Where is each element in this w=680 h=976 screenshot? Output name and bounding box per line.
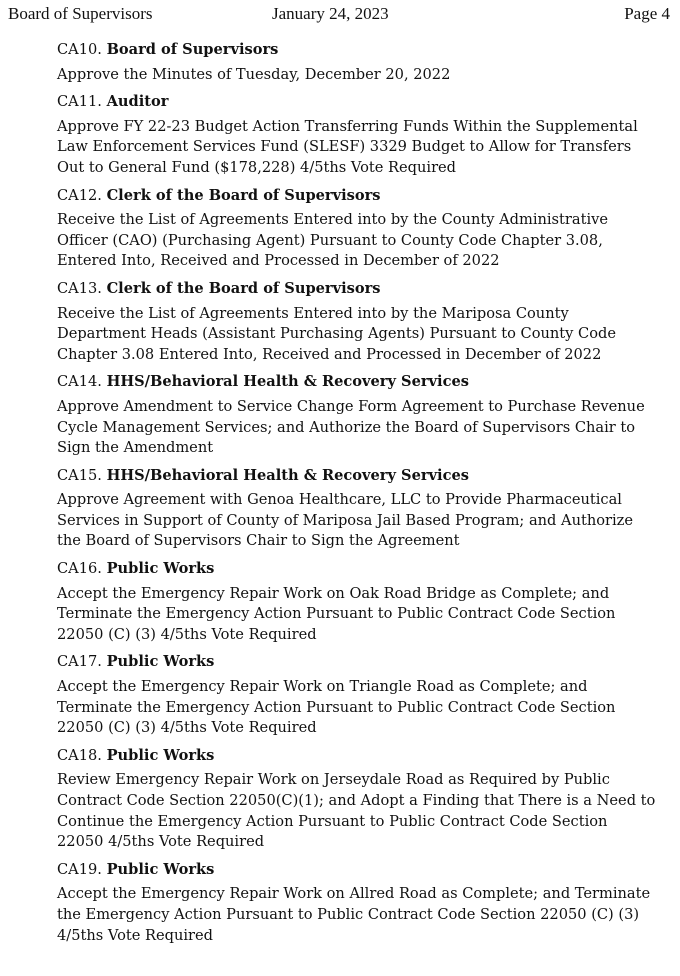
agenda-item-description — [57, 770, 667, 852]
agenda-item-description — [57, 304, 667, 366]
agenda-item-number: CA10. — [57, 41, 102, 58]
agenda-item — [57, 372, 667, 458]
description-line: Accept the Emergency Repair Work on Triangle Road as Complete; and — [57, 678, 588, 696]
description-line: Approve Agreement with Genoa Healthcare, LLC to Provide Pharmaceutical — [57, 491, 622, 509]
agenda-item-heading — [57, 40, 667, 61]
agenda-item-department: Public Works — [106, 653, 215, 671]
description-line: Department Heads (Assistant Purchasing Agents) Pursuant to County Code — [57, 325, 616, 343]
agenda-item-department: Clerk of the Board of Supervisors — [106, 279, 381, 297]
agenda-item-description — [57, 65, 667, 86]
description-line: Receive the List of Agreements Entered into by the County Administrative — [57, 211, 608, 229]
agenda-item-department: Board of Supervisors — [106, 41, 279, 58]
agenda-item — [57, 279, 667, 365]
agenda-item-number: CA12. — [57, 186, 102, 204]
agenda-item-number: CA18. — [57, 746, 102, 764]
description-line: Receive the List of Agreements Entered into by the Mariposa County — [57, 304, 569, 322]
agenda-item-description — [57, 584, 667, 646]
agenda-item — [57, 40, 667, 85]
description-line: 22050 (C) (3) 4/5ths Vote Required — [57, 719, 317, 737]
agenda-item-department: Public Works — [106, 746, 215, 764]
agenda-item-description — [57, 490, 667, 552]
description-line: Terminate the Emergency Action Pursuant to Public Contract Code Section — [57, 605, 616, 623]
agenda-item-heading — [57, 92, 667, 113]
agenda-item — [57, 92, 667, 178]
agenda-item-heading — [57, 466, 667, 487]
agenda-item-department: Clerk of the Board of Supervisors — [106, 186, 381, 204]
description-line: Services in Support of County of Mariposa Jail Based Program; and Authorize — [57, 511, 633, 529]
agenda-item-department: HHS/Behavioral Health & Recovery Services — [106, 466, 469, 484]
agenda-item-description — [57, 884, 667, 946]
agenda-item — [57, 559, 667, 645]
description-line: the Board of Supervisors Chair to Sign the Agreement — [57, 532, 460, 550]
agenda-item-department: Auditor — [106, 93, 169, 111]
description-line: Sign the Amendment — [57, 439, 214, 457]
description-line: Approve the Minutes of Tuesday, December 20, 2022 — [57, 65, 451, 83]
agenda-item-heading — [57, 186, 667, 207]
description-line: Continue the Emergency Action Pursuant to Public Contract Code Section — [57, 812, 608, 830]
description-line: Officer (CAO) (Purchasing Agent) Pursuant to County Code Chapter 3.08, — [57, 231, 603, 249]
description-line: Accept the Emergency Repair Work on Oak Road Bridge as Complete; and — [57, 584, 610, 602]
consent-agenda-list — [57, 40, 667, 953]
description-line: Terminate the Emergency Action Pursuant to Public Contract Code Section — [57, 698, 616, 716]
description-line: Approve FY 22-23 Budget Action Transferring Funds Within the Supplemental — [57, 117, 638, 135]
description-line: Law Enforcement Services Fund (SLESF) 3329 Budget to Allow for Transfers — [57, 138, 632, 156]
agenda-item — [57, 186, 667, 272]
agenda-item-department: Public Works — [106, 860, 215, 878]
description-line: 22050 4/5ths Vote Required — [57, 833, 265, 851]
description-line: Accept the Emergency Repair Work on Allred Road as Complete; and Terminate — [57, 885, 651, 903]
header-page-number: Page 4 — [624, 4, 670, 23]
agenda-item-description — [57, 677, 667, 739]
description-line: 22050 (C) (3) 4/5ths Vote Required — [57, 625, 317, 643]
agenda-item — [57, 860, 667, 946]
agenda-item-description — [57, 210, 667, 272]
description-line: Approve Amendment to Service Change Form Agreement to Purchase Revenue — [57, 397, 645, 415]
description-line: Review Emergency Repair Work on Jerseydale Road as Required by Public — [57, 771, 610, 789]
description-line: 4/5ths Vote Required — [57, 926, 213, 944]
agenda-item-heading — [57, 746, 667, 767]
agenda-item-description — [57, 117, 667, 179]
agenda-item-number: CA13. — [57, 279, 102, 297]
description-line: Out to General Fund ($178,228) 4/5ths Vote Required — [57, 158, 457, 176]
agenda-item-heading — [57, 372, 667, 393]
agenda-item-number: CA16. — [57, 560, 102, 578]
agenda-item-number: CA17. — [57, 653, 102, 671]
agenda-item-number: CA11. — [57, 93, 102, 111]
description-line: Cycle Management Services; and Authorize the Board of Supervisors Chair to — [57, 418, 636, 436]
description-line: Entered Into, Received and Processed in December of 2022 — [57, 252, 500, 270]
description-line: the Emergency Action Pursuant to Public Contract Code Section 22050 (C) (3) — [57, 905, 640, 923]
agenda-item-department: HHS/Behavioral Health & Recovery Services — [106, 373, 469, 391]
agenda-item-heading — [57, 652, 667, 673]
agenda-item — [57, 746, 667, 853]
agenda-item — [57, 652, 667, 738]
agenda-item-heading — [57, 559, 667, 580]
page-header — [8, 4, 670, 24]
agenda-item-heading — [57, 860, 667, 881]
agenda-item-number: CA15. — [57, 466, 102, 484]
agenda-item-number: CA14. — [57, 373, 102, 391]
agenda-item-number: CA19. — [57, 860, 102, 878]
agenda-item-description — [57, 397, 667, 459]
header-body-name: Board of Supervisors — [8, 4, 153, 23]
description-line: Contract Code Section 22050(C)(1); and Adopt a Finding that There is a Need to — [57, 792, 656, 809]
agenda-item-department: Public Works — [106, 560, 215, 578]
agenda-item-heading — [57, 279, 667, 300]
header-date: January 24, 2023 — [272, 4, 389, 23]
description-line: Chapter 3.08 Entered Into, Received and Processed in December of 2022 — [57, 345, 602, 363]
agenda-item — [57, 466, 667, 552]
